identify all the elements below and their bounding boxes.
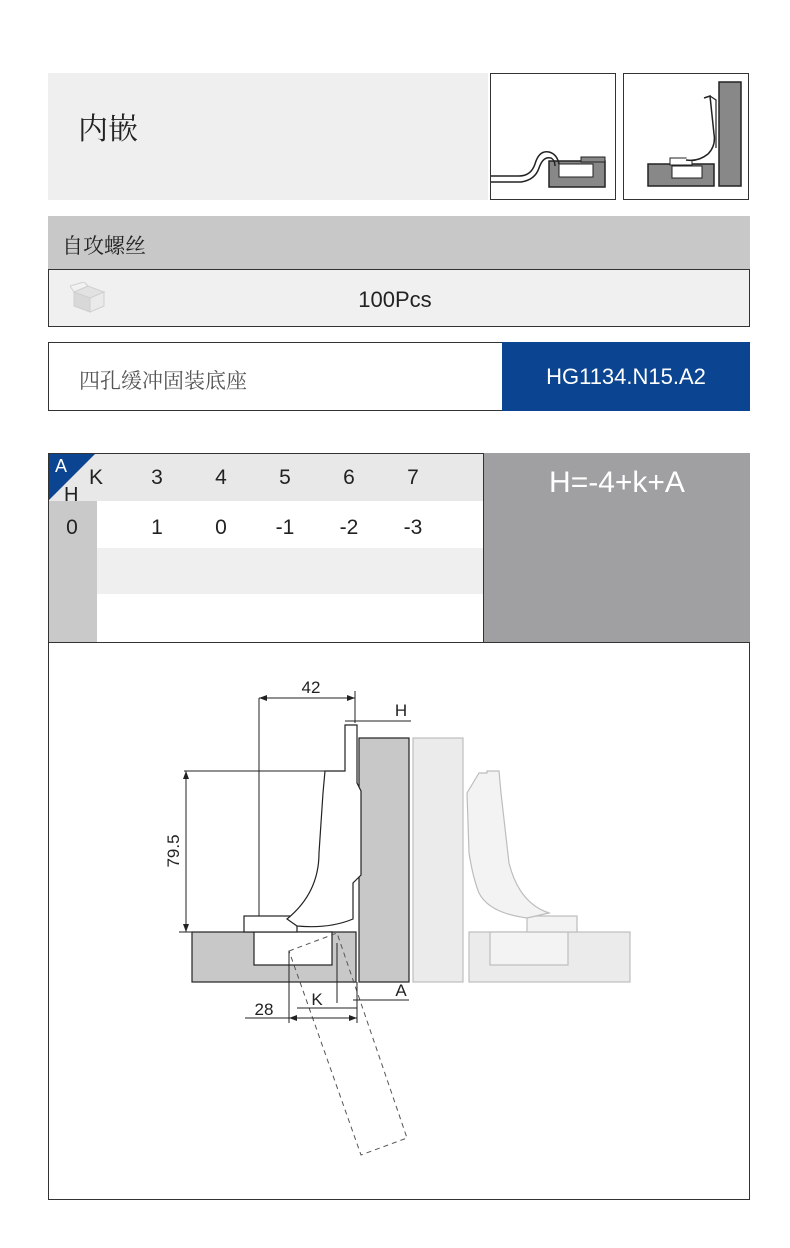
corner-a-label: A (55, 456, 68, 476)
h-value: -1 (275, 516, 295, 539)
door-panel (359, 738, 409, 982)
ghost-open-door (413, 738, 630, 982)
table-row-empty (97, 548, 483, 594)
product-name: 四孔缓冲固装底座 (79, 369, 247, 393)
base-recess (254, 932, 332, 965)
inset-thumbnail-open (623, 73, 749, 200)
k-value: 6 (343, 466, 355, 489)
dim-width-label: 42 (301, 678, 321, 697)
hinge-dimension-drawing (49, 643, 749, 1199)
inset-thumbnail-closed (490, 73, 616, 200)
dim-a-label: A (395, 981, 407, 1000)
h-value: -3 (403, 516, 423, 539)
h-value: 1 (151, 516, 163, 539)
screw-type-label: 自攻螺丝 (62, 234, 146, 258)
hinge-arm (287, 725, 361, 927)
h-value: 0 (215, 516, 227, 539)
dim-height-label: 79.5 (164, 834, 183, 868)
k-value: 3 (151, 466, 163, 489)
dim-base-label: 28 (254, 1000, 274, 1019)
table-divider (483, 453, 484, 643)
k-value: 5 (279, 466, 291, 489)
hinge-closed-illustration (491, 74, 617, 201)
dim-h-label: H (394, 701, 408, 720)
hinge-open-illustration (624, 74, 750, 201)
k-value: 4 (215, 466, 227, 489)
corner-k-label: K (89, 466, 104, 489)
dim-k-label: K (311, 990, 323, 1009)
k-value: 7 (407, 466, 419, 489)
formula: H=-4+k+A (549, 466, 685, 499)
product-code: HG1134.N15.A2 (546, 364, 706, 389)
h-value: -2 (339, 516, 359, 539)
h-label: 0 (66, 516, 78, 539)
application-title: 内嵌 (78, 112, 138, 147)
screw-type-bar (48, 216, 750, 269)
corner-h-label: H (64, 484, 79, 506)
package-quantity: 100Pcs (358, 287, 432, 312)
